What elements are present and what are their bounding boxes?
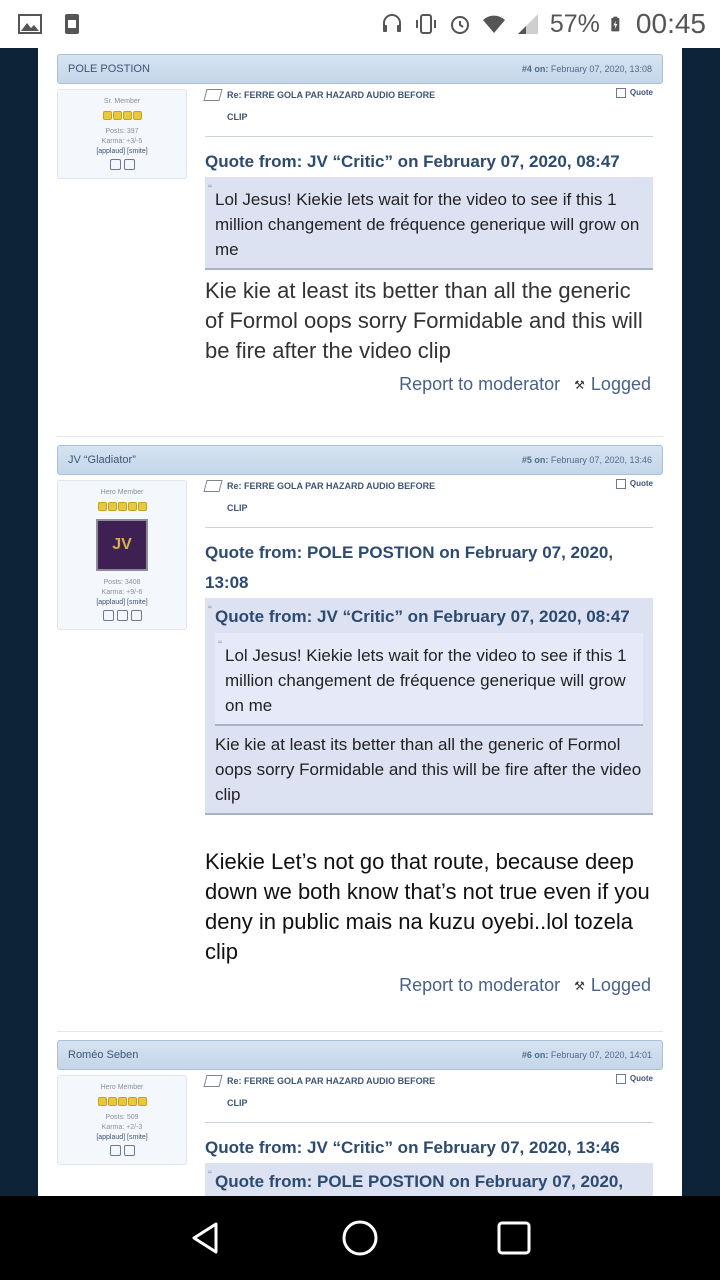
post-header [57,445,663,475]
gallery-icon [18,12,42,36]
battery-percent: 57% [549,9,600,38]
rank-stars [58,1097,186,1106]
report-to-moderator-link[interactable]: Report to moderator [399,975,561,995]
sim-card-icon [60,12,84,36]
headset-icon [380,12,404,36]
post-number-date: #5 on: February 07, 2020, 13:46 [521,455,652,465]
quote-button[interactable]: Quote [616,82,653,104]
pm-icon[interactable] [124,1145,135,1156]
quote-mark-icon: “ [208,182,212,196]
post-author[interactable]: POLE POSTION [68,63,150,75]
wifi-icon [482,12,506,36]
quote-text: Lol Jesus! Kiekie lets wait for the video to see if this 1 million changement de fréquence generique will grow on me [215,190,640,259]
nested-quote-header[interactable]: Quote from: POLE POSTION on February 07, 2020, [215,1172,624,1191]
navigation-bar [0,1196,720,1280]
post-icon [203,1075,222,1087]
logged-icon: ⚒ [574,978,585,993]
quote-header[interactable]: Quote from: JV “Critic” on February 07, 2020, 13:46 [205,1138,620,1157]
quote-block [205,598,653,815]
quote-button[interactable]: Quote [616,473,653,495]
nested-quote-block [215,633,643,726]
applaud-smite-links[interactable]: [applaud] [smite] [96,1134,148,1141]
post-number-date: #4 on: February 07, 2020, 13:08 [521,64,652,74]
report-to-moderator-link[interactable]: Report to moderator [399,374,561,394]
quote-mark-icon: “ [208,1168,212,1182]
post-number-date: #6 on: February 07, 2020, 14:01 [521,1050,652,1060]
member-rank: Hero Member [100,1084,144,1091]
profile-icon[interactable] [110,1145,121,1156]
home-icon[interactable] [341,1219,379,1257]
logged-ip: ⚒ Logged [574,975,651,995]
karma: Karma: +9/-6 [101,589,143,596]
applaud-smite-links[interactable]: [applaud] [smite] [96,599,148,606]
quote-icon [616,1074,626,1084]
post-icon [203,480,222,492]
quote-icon [616,88,626,98]
rank-stars [58,502,186,511]
profile-icon[interactable] [110,159,121,170]
back-icon[interactable] [188,1220,224,1256]
status-bar [0,0,720,48]
post-message: Kie kie at least its better than all the generic of Formol oops sorry Formidable and this will be fire after the video clip [205,278,643,363]
karma: Karma: +2/-3 [101,1124,143,1131]
nested-quote-header[interactable]: Quote from: JV “Critic” on February 07, 2020, 08:47 [215,607,630,626]
clock: 00:45 [635,8,706,39]
quote-button[interactable]: Quote [616,1068,653,1090]
battery-charging-icon [610,12,626,36]
signal-icon [516,12,540,36]
quote-block [205,177,653,270]
post-author[interactable]: JV “Gladiator” [68,454,136,466]
pm-icon[interactable] [124,159,135,170]
poster-info [57,1075,187,1165]
post-count: Posts: 397 [105,128,139,135]
logged-icon: ⚒ [574,377,585,392]
post-subject[interactable]: Re: FERRE GOLA PAR HAZARD AUDIO BEFORE CLIP [227,481,436,513]
post-header [57,1040,663,1070]
alarm-icon [448,12,472,36]
rank-stars [58,111,186,120]
post [57,1070,663,1196]
post-header [57,54,663,84]
post-author[interactable]: Roméo Seben [68,1049,139,1061]
member-rank: Sr. Member [103,98,141,105]
post-message: Kiekie Let’s not go that route, because deep down we both know that’s not true even if you deny in public mais na kuzu oyebi..lol tozela clip [205,849,650,964]
post-icon [203,89,222,101]
quote-header[interactable]: Quote from: POLE POSTION on February 07, 2020, 13:08 [205,543,614,592]
avatar[interactable]: JV [96,519,148,571]
post-content [205,1070,653,1196]
member-rank: Hero Member [100,489,144,496]
post-content [205,84,653,395]
post-subject[interactable]: Re: FERRE GOLA PAR HAZARD AUDIO BEFORE CLIP [227,90,436,122]
post-count: Posts: 3408 [103,579,141,586]
recents-icon[interactable] [496,1220,532,1256]
pm-icon[interactable] [131,610,142,621]
poster-info [57,480,187,630]
post-content [205,475,653,996]
email-icon[interactable] [117,610,128,621]
quote-block [205,1163,653,1196]
quote-icon [616,479,626,489]
nested-quote-text: Lol Jesus! Kiekie lets wait for the video to see if this 1 million changement de fréquence generique will grow on me [225,646,627,715]
quote-header[interactable]: Quote from: JV “Critic” on February 07, 2020, 08:47 [205,152,620,171]
karma: Karma: +3/-5 [101,138,143,145]
post [57,84,663,436]
post-subject[interactable]: Re: FERRE GOLA PAR HAZARD AUDIO BEFORE CLIP [227,1076,436,1108]
post-count: Posts: 509 [105,1114,139,1121]
forum-page [38,48,682,1196]
profile-icon[interactable] [103,610,114,621]
quote-text: Kie kie at least its better than all the generic of Formol oops sorry Formidable and this will be fire after the video clip [215,735,642,804]
quote-mark-icon: “ [218,638,222,652]
quote-mark-icon: “ [208,603,212,617]
vibrate-icon [414,12,438,36]
logged-ip: ⚒ Logged [574,374,651,394]
post [57,475,663,1031]
applaud-smite-links[interactable]: [applaud] [smite] [96,148,148,155]
poster-info [57,89,187,179]
